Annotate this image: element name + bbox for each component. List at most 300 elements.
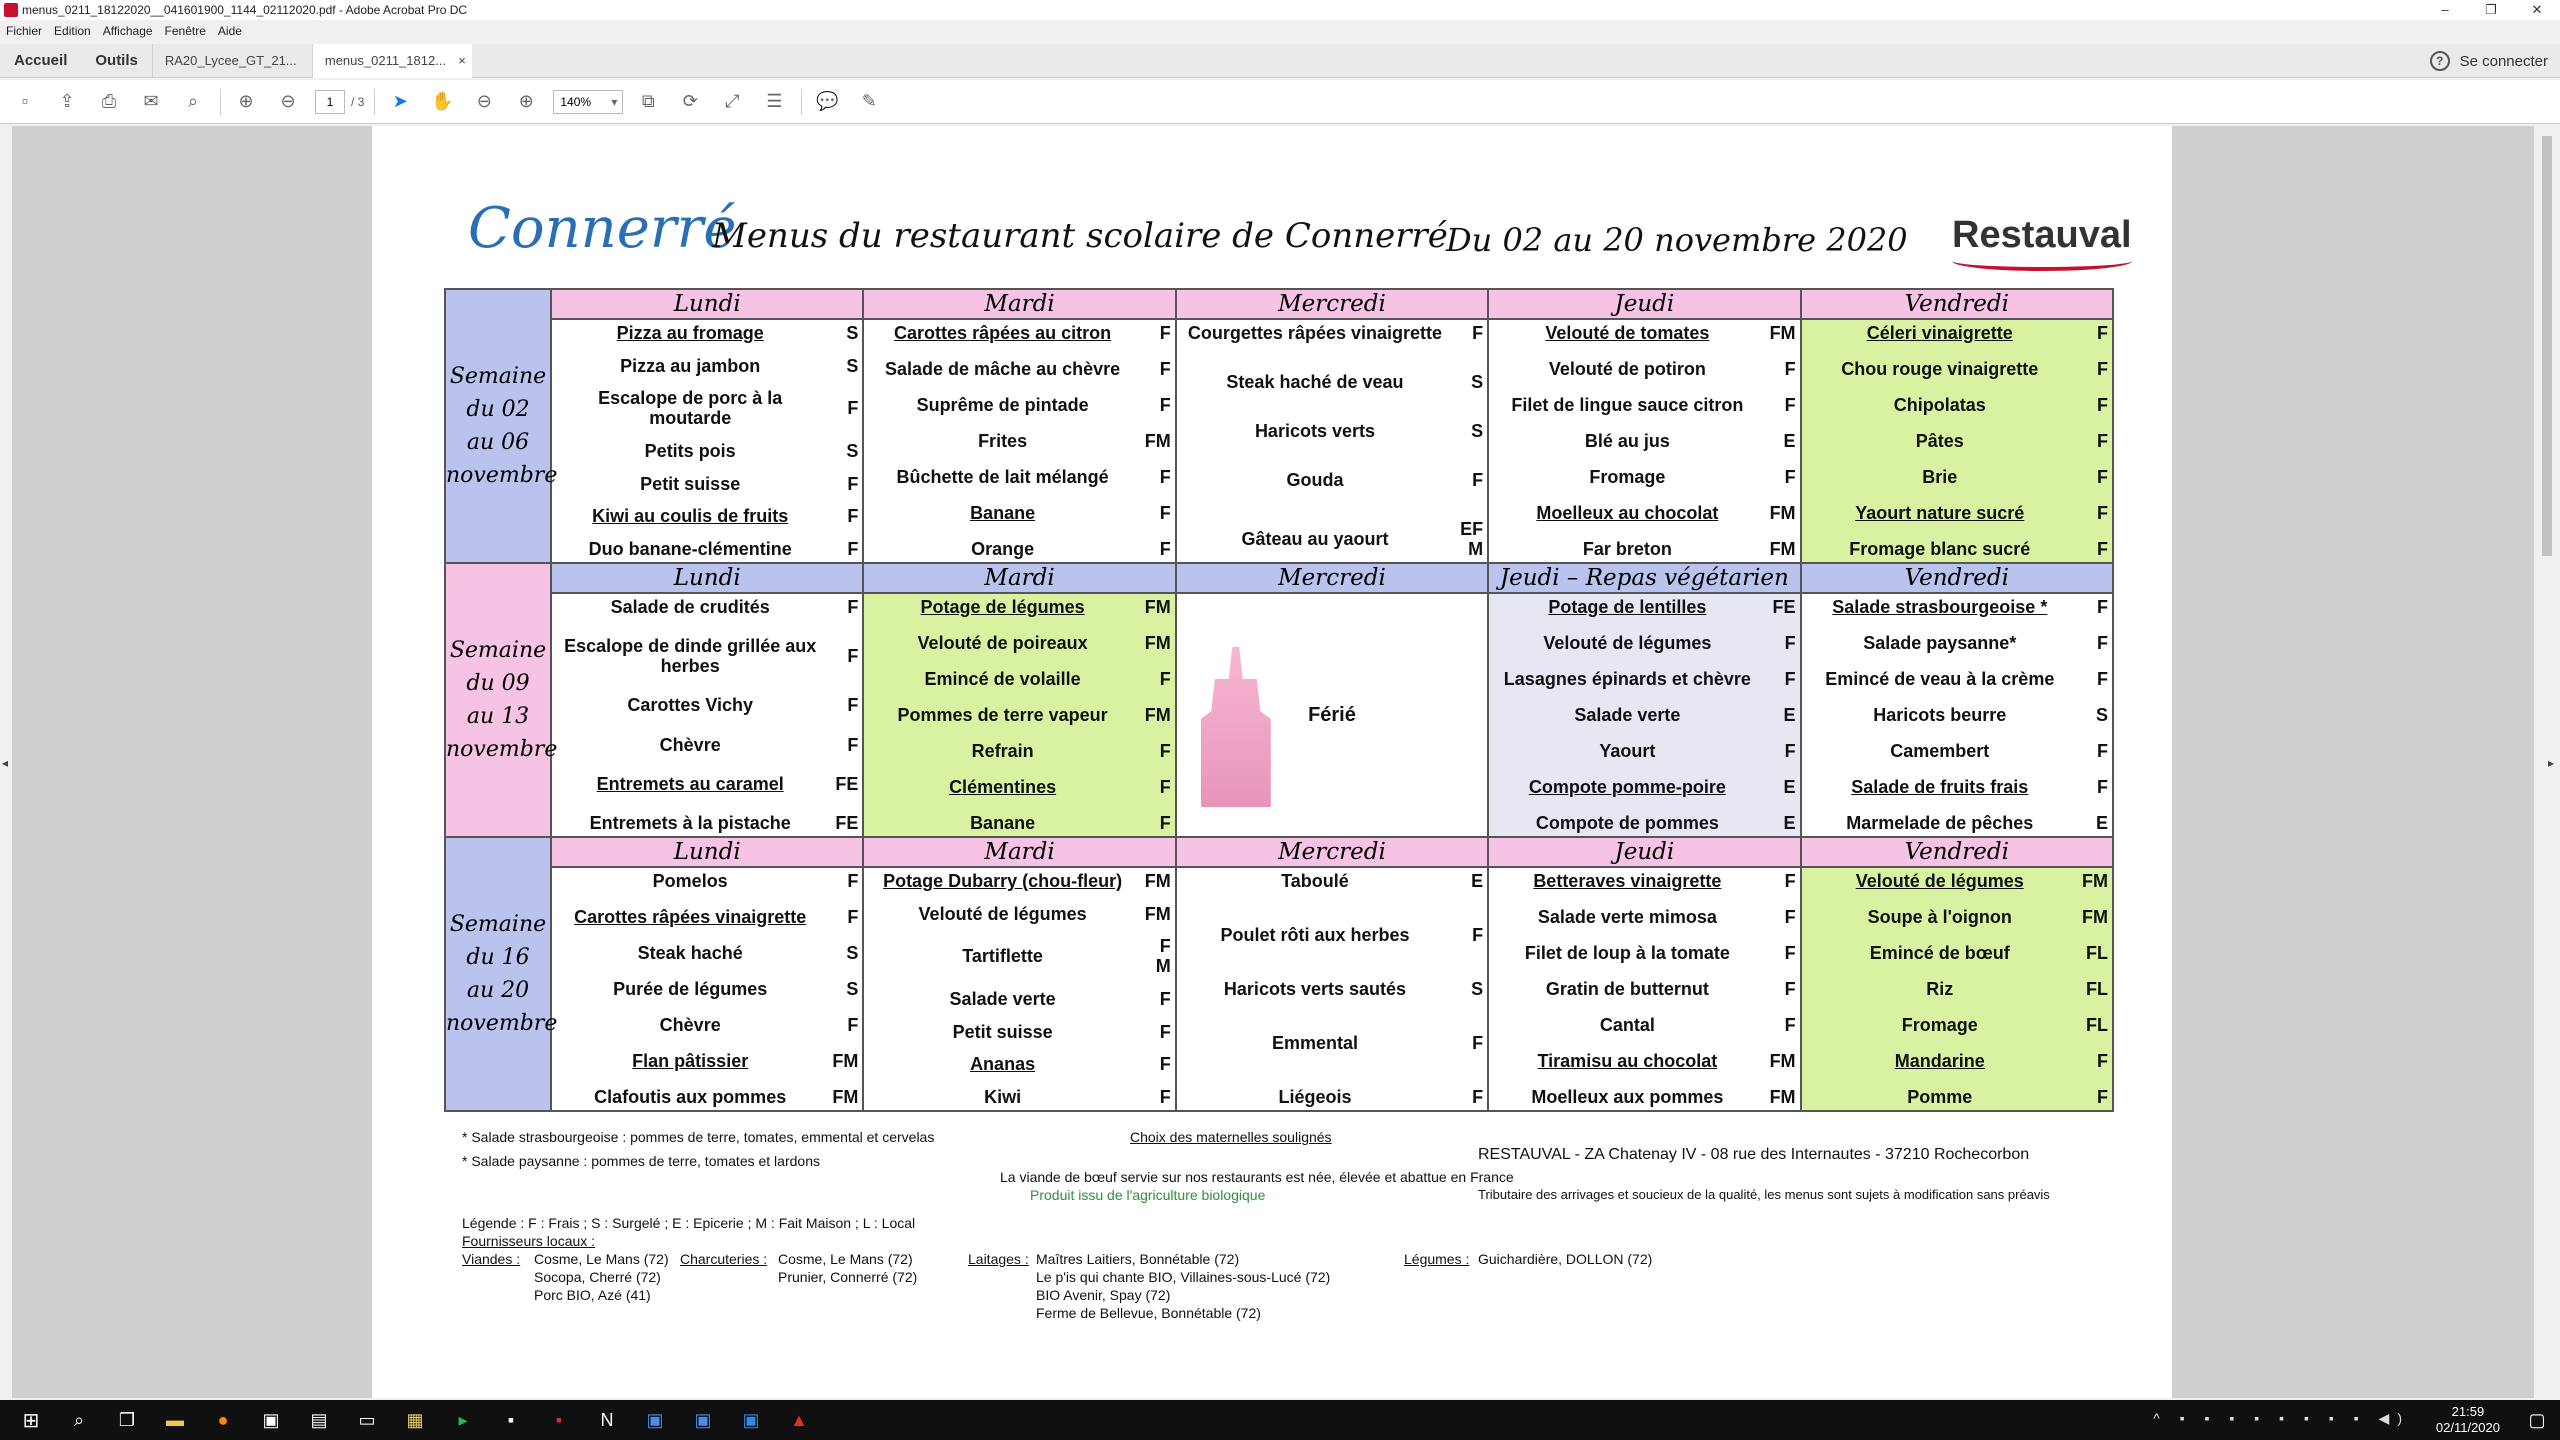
close-tab-icon[interactable]: × <box>458 52 466 68</box>
dish-code: F <box>1159 669 1171 689</box>
menu-item <box>868 871 1170 891</box>
dish-name: Marmelade de pêches <box>1846 813 2034 833</box>
dish-code: F <box>1159 1054 1171 1075</box>
menu-item <box>1806 813 2108 833</box>
dish-name: Pâtes <box>1915 431 1964 451</box>
week-menu-row <box>445 593 2113 837</box>
maternelles-note: Choix des maternelles soulignés <box>1130 1129 1332 1145</box>
menu-item <box>1493 323 1795 343</box>
menu-item <box>1493 467 1795 487</box>
dish-code: F <box>2097 323 2108 343</box>
dish-code: FM <box>1144 633 1171 653</box>
dish-name: Mandarine <box>1894 1051 1985 1071</box>
zoom-in-icon[interactable]: ⊕ <box>518 91 534 111</box>
menu-item <box>1493 741 1795 761</box>
tab-document-2[interactable] <box>312 44 472 78</box>
menu-item <box>868 467 1170 487</box>
dish-name: Salade verte <box>1574 705 1681 725</box>
menu-item <box>556 979 858 999</box>
viandes-suppliers: Cosme, Le Mans (72) Socopa, Cherré (72) Porc BIO, Azé (41) <box>534 1251 669 1303</box>
week-label-line: au 13 <box>466 704 530 729</box>
dish-name: Steak haché <box>637 943 743 963</box>
menu-item <box>1493 395 1795 415</box>
windows-start-icon[interactable]: ⊞ <box>22 1409 40 1432</box>
menu-item <box>1493 979 1795 999</box>
menu-item <box>868 597 1170 617</box>
dish-name: Salade verte <box>949 988 1056 1009</box>
dish-name: Potage de lentilles <box>1548 597 1707 617</box>
dish-code: F <box>2097 359 2108 379</box>
dish-code: F <box>1159 395 1171 415</box>
dish-name: Haricots verts <box>1254 421 1375 441</box>
page-number-input[interactable]: 1 <box>315 90 345 114</box>
tab-document-1[interactable] <box>152 44 312 78</box>
menu-items <box>868 323 1170 559</box>
week-header-row <box>445 563 2113 593</box>
dish-name: Emincé de volaille <box>924 669 1081 689</box>
menu-item <box>1806 741 2108 761</box>
pen-icon[interactable]: ✎ <box>861 91 877 111</box>
dish-code: F <box>1784 979 1796 999</box>
week-label-line: au 06 <box>466 430 530 455</box>
dish-code: F <box>847 734 859 755</box>
dish-code: F <box>2097 467 2108 487</box>
beef-origin-note: La viande de bœuf servie sur nos restaurants est née, élevée et abattue en France <box>1000 1169 1514 1185</box>
menu-fenetre[interactable]: Fenêtre <box>164 24 206 38</box>
laitages-suppliers: Maîtres Laitiers, Bonnétable (72) Le p'is qui chante BIO, Villaines-sous-Lucé (72) BIO Avenir, Spay (72) Ferme de Bellevue, Bonnétable (72) <box>1036 1251 1331 1321</box>
dish-code: F <box>1159 777 1171 797</box>
dish-code: E <box>1783 431 1796 451</box>
menu-fichier[interactable]: Fichier <box>6 24 43 38</box>
task-view-icon[interactable]: ❐ <box>118 1409 136 1430</box>
app-icon[interactable]: ▪ <box>555 1409 563 1430</box>
dish-code: S <box>846 979 859 999</box>
dish-code: FE <box>1772 597 1796 617</box>
dish-name: Salade strasbourgeoise * <box>1832 597 2048 617</box>
day-header: Mercredi <box>1176 563 1488 593</box>
dish-name: Emmental <box>1271 1033 1358 1053</box>
dish-name: Emincé de bœuf <box>1869 943 2010 963</box>
menu-items <box>1493 871 1795 1107</box>
dish-code: F <box>1472 470 1484 490</box>
app-icon[interactable]: ▤ <box>310 1409 328 1430</box>
day-header: Jeudi <box>1488 837 1800 867</box>
dish-code: S <box>846 440 859 461</box>
menu-item <box>1806 323 2108 343</box>
app-icon[interactable]: ▣ <box>646 1409 664 1430</box>
dish-code: FM <box>1769 503 1796 523</box>
menu-item <box>1806 1087 2108 1107</box>
dish-name: Potage Dubarry (chou-fleur) <box>883 871 1123 891</box>
close-button[interactable]: ✕ <box>2531 2 2543 17</box>
menu-affichage[interactable]: Affichage <box>102 24 153 38</box>
menu-item <box>1181 871 1483 891</box>
dish-code: F <box>2097 395 2108 415</box>
menu-item <box>1493 539 1795 559</box>
legend: Légende : F : Frais ; S : Surgelé ; E : Epicerie ; M : Fait Maison ; L : Local <box>462 1215 916 1231</box>
restauval-address: RESTAUVAL - ZA Chatenay IV - 08 rue des Internautes - 37210 Rochecorbon <box>1478 1146 2030 1163</box>
dish-code: F <box>1159 1086 1171 1107</box>
day-header: Mardi <box>863 563 1175 593</box>
dish-name: Velouté de tomates <box>1545 323 1710 343</box>
app-icon[interactable]: ▣ <box>262 1409 280 1430</box>
day-header: Jeudi <box>1488 289 1800 319</box>
week-header-row <box>445 837 2113 867</box>
menu-item <box>556 695 858 715</box>
dish-code: F <box>2097 1087 2108 1107</box>
dish-code: FM <box>1769 1051 1796 1071</box>
dish-name: Compote pomme-poire <box>1528 777 1726 797</box>
menu-item <box>1181 1033 1483 1053</box>
day-header: Jeudi – Repas végétarien <box>1488 563 1800 593</box>
menu-item <box>1181 925 1483 945</box>
dish-code: F <box>1159 467 1171 487</box>
scrollbar-thumb[interactable] <box>2542 136 2552 556</box>
dish-code: F <box>1159 741 1171 761</box>
tab-tools[interactable]: Outils <box>95 52 138 69</box>
menu-item <box>1806 503 2108 523</box>
dish-code: S <box>1471 421 1484 441</box>
rotate-icon[interactable]: ⟳ <box>682 91 698 111</box>
dish-name: Velouté de légumes <box>1855 871 2024 891</box>
print-icon[interactable]: ⎙ <box>101 91 117 111</box>
dish-code: F <box>1784 669 1796 689</box>
zoom-out-icon[interactable]: ⊖ <box>476 91 492 111</box>
legumes-label: Légumes : <box>1404 1251 1470 1267</box>
dish-name: Brie <box>1922 467 1958 487</box>
week-label-line: Semaine <box>449 364 547 389</box>
dish-name: Poulet rôti aux herbes <box>1220 925 1410 945</box>
save-icon[interactable]: ▫ <box>21 91 29 111</box>
menu-item <box>556 323 858 343</box>
dish-name: Banane <box>970 503 1036 523</box>
dish-name: Chipolatas <box>1893 395 1986 415</box>
laitages-label: Laitages : <box>968 1251 1029 1267</box>
sign-in-button[interactable]: Se connecter <box>2459 52 2548 70</box>
menu-items <box>1493 323 1795 559</box>
dish-name: Salade paysanne* <box>1863 633 2017 653</box>
dish-name: Riz <box>1926 979 1954 999</box>
menu-item <box>1806 431 2108 451</box>
charcuteries-suppliers: Cosme, Le Mans (72) Prunier, Connerré (72) <box>778 1251 918 1285</box>
week-header-row <box>445 289 2113 319</box>
dish-name: Haricots beurre <box>1873 705 2007 725</box>
dish-name: Duo banane-clémentine <box>588 538 792 559</box>
dish-name: Moelleux aux pommes <box>1531 1087 1724 1107</box>
dish-code: F <box>847 1015 859 1035</box>
fit-page-icon[interactable]: ⧉ <box>641 91 655 111</box>
menu-item <box>1806 1015 2108 1035</box>
dish-code: FM <box>1144 597 1171 617</box>
right-panel-toggle-icon[interactable]: ▸ <box>2548 756 2555 770</box>
dish-name: Chèvre <box>659 734 721 755</box>
minimize-button[interactable]: – <box>2441 2 2449 17</box>
email-icon[interactable]: ✉ <box>143 91 159 111</box>
day-menu-cell <box>551 593 863 837</box>
menu-item <box>1806 395 2108 415</box>
dish-code: F <box>1472 323 1484 343</box>
menu-item <box>868 777 1170 797</box>
suppliers-heading: Fournisseurs locaux : <box>462 1233 596 1249</box>
dish-code: F <box>1784 1015 1796 1035</box>
app-icon[interactable]: ▦ <box>406 1409 424 1430</box>
window-title: menus_0211_18122020__041601900_1144_02112020.pdf - Adobe Acrobat Pro DC <box>22 3 468 17</box>
next-page-icon[interactable]: ⊖ <box>280 91 296 111</box>
acrobat-icon[interactable]: ▲ <box>790 1409 808 1430</box>
system-tray[interactable]: ^ ▪ ▪ ▪ ▪ ▪ ▪ ▪ ▪ ◀) <box>2153 1410 2410 1426</box>
dish-name: Potage de légumes <box>920 597 1085 617</box>
menu-item <box>1493 669 1795 689</box>
dish-code: FE <box>835 812 859 833</box>
menu-item <box>556 388 858 428</box>
dish-code: F <box>1472 1033 1484 1053</box>
menu-item <box>556 356 858 376</box>
menu-item <box>1806 907 2108 927</box>
dish-name: Gouda <box>1286 470 1344 490</box>
toolbar-separator <box>374 89 375 115</box>
menu-item <box>556 539 858 559</box>
dish-name: Petits pois <box>644 440 736 461</box>
dish-code: F <box>847 871 859 891</box>
toolbar-separator <box>220 89 221 115</box>
dish-name: Céleri vinaigrette <box>1866 323 2013 343</box>
notion-icon[interactable]: N <box>600 1409 614 1430</box>
dish-name: Filet de lingue sauce citron <box>1511 395 1744 415</box>
menu-items <box>1806 871 2108 1107</box>
scroll-mode-icon[interactable]: ☰ <box>766 91 783 111</box>
dish-name: Kiwi au coulis de fruits <box>592 506 789 527</box>
dish-code: EF M <box>1460 519 1484 559</box>
dish-code: FM <box>1769 539 1796 559</box>
day-header: Vendredi <box>1801 563 2113 593</box>
menu-item <box>868 503 1170 523</box>
menu-item <box>556 871 858 891</box>
dish-code: FE <box>835 773 859 794</box>
menu-items <box>556 323 858 559</box>
system-clock[interactable] <box>2436 1404 2500 1436</box>
prev-page-icon[interactable]: ⊕ <box>238 91 254 111</box>
dish-code: F <box>2097 431 2108 451</box>
notifications-icon[interactable]: ▢ <box>2528 1409 2546 1430</box>
file-explorer-icon[interactable]: ▬ <box>166 1409 184 1430</box>
dish-code: F <box>1784 871 1796 891</box>
dish-name: Haricots verts sautés <box>1223 979 1407 999</box>
dish-name: Salade de crudités <box>610 597 770 617</box>
menu-items <box>1493 597 1795 833</box>
toolbar-separator <box>801 89 802 115</box>
menu-item <box>868 431 1170 451</box>
toolbar <box>0 80 2560 124</box>
dish-code: S <box>846 355 859 376</box>
dish-name: Velouté de légumes <box>1543 633 1712 653</box>
dish-name: Velouté de potiron <box>1548 359 1706 379</box>
dish-name: Petit suisse <box>952 1021 1053 1042</box>
dish-code: F <box>1159 359 1171 379</box>
dish-code: S <box>2095 705 2108 725</box>
menu-item <box>556 441 858 461</box>
dish-code: FM <box>832 1051 859 1071</box>
connerre-logo <box>468 196 737 261</box>
dish-code: F <box>1784 907 1796 927</box>
day-menu-cell <box>1176 319 1488 563</box>
dish-name: Lasagnes épinards et chèvre <box>1503 669 1751 689</box>
dish-name: Chou rouge vinaigrette <box>1841 359 2039 379</box>
firefox-icon[interactable]: ● <box>217 1409 229 1430</box>
dish-name: Pizza au fromage <box>616 323 764 343</box>
terminal-icon[interactable]: ▭ <box>358 1409 376 1430</box>
menu-item <box>1806 979 2108 999</box>
dish-code: F <box>1159 813 1171 833</box>
menu-item <box>1493 633 1795 653</box>
dish-name: Gratin de butternut <box>1545 979 1709 999</box>
dish-name: Fromage <box>1901 1015 1978 1035</box>
title-bar <box>0 0 2560 20</box>
menu-items <box>1806 597 2108 833</box>
dish-code: S <box>1471 979 1484 999</box>
week-label-line: du 16 <box>466 945 530 970</box>
day-menu-cell <box>1488 867 1800 1111</box>
viandes-label: Viandes : <box>462 1251 521 1267</box>
document-dates: Du 02 au 20 novembre 2020 <box>1446 221 1908 259</box>
dish-name: Camembert <box>1890 741 1990 761</box>
menu-item <box>868 395 1170 415</box>
search-icon[interactable]: ⌕ <box>73 1409 85 1430</box>
week-label <box>445 837 558 1111</box>
hand-tool-icon[interactable]: ✋ <box>431 91 454 111</box>
day-menu-cell <box>863 867 1175 1111</box>
menu-item <box>1806 539 2108 559</box>
restore-button[interactable]: ❐ <box>2485 2 2497 17</box>
app-icon[interactable]: ▣ <box>742 1409 760 1430</box>
dish-code: F <box>847 646 859 667</box>
week-label <box>445 289 558 563</box>
menu-bar <box>0 22 248 40</box>
select-cursor-icon[interactable]: ➤ <box>392 91 408 111</box>
menu-item <box>868 1022 1170 1042</box>
week-label-line: novembre <box>446 737 558 762</box>
menu-item <box>868 936 1170 976</box>
dish-code: FM <box>2082 907 2108 927</box>
dish-code: FM <box>832 1087 859 1107</box>
clock-date: 02/11/2020 <box>2435 1420 2500 1435</box>
menu-item <box>556 1015 858 1035</box>
dish-name: Salade de fruits frais <box>1851 777 2029 797</box>
dish-code: FM <box>1769 323 1796 343</box>
connerre-logo-text: Connerré <box>468 196 737 261</box>
dish-code: F <box>2097 741 2108 761</box>
dish-code: FM <box>1144 903 1171 924</box>
pdf-page <box>372 126 2172 1398</box>
dish-code: F <box>1159 323 1171 343</box>
week-label-line: novembre <box>446 1011 558 1036</box>
dish-code: E <box>1783 777 1796 797</box>
dish-name: Purée de légumes <box>613 979 768 999</box>
left-panel-toggle-icon[interactable]: ◂ <box>2 756 9 770</box>
dish-code: F <box>847 907 859 927</box>
dish-name: Frites <box>978 431 1028 451</box>
fullscreen-icon[interactable]: ⤢ <box>725 91 740 111</box>
day-header: Lundi <box>551 289 863 319</box>
menu-item <box>556 943 858 963</box>
note-paysanne: * Salade paysanne : pommes de terre, tomates et lardons <box>462 1153 820 1169</box>
zoom-select[interactable]: 140% ▾ <box>553 90 623 114</box>
day-header: Vendredi <box>1801 837 2113 867</box>
tab-bar <box>0 44 2560 78</box>
day-menu-cell <box>1801 593 2113 837</box>
tributaire-note: Tributaire des arrivages et soucieux de la qualité, les menus sont sujets à modification sans préavis <box>1478 1187 2050 1202</box>
menu-item <box>1806 871 2108 891</box>
menu-aide[interactable]: Aide <box>217 24 242 38</box>
week-label-line: du 09 <box>466 671 530 696</box>
dish-code: F <box>1472 1087 1484 1107</box>
menu-item <box>1806 669 2108 689</box>
tab-home[interactable]: Accueil <box>14 52 68 69</box>
dish-name: Kiwi <box>984 1086 1022 1107</box>
menu-item <box>868 741 1170 761</box>
dish-name: Yaourt nature sucré <box>1855 503 2025 523</box>
dish-name: Blé au jus <box>1584 431 1670 451</box>
dish-name: Compote de pommes <box>1535 813 1719 833</box>
dish-code: FL <box>2086 943 2108 963</box>
menu-item <box>556 1051 858 1071</box>
dish-code: E <box>1783 813 1796 833</box>
dish-name: Fromage <box>1589 467 1666 487</box>
search-icon[interactable]: ⌕ <box>187 91 199 111</box>
day-header: Mercredi <box>1176 837 1488 867</box>
app-icon[interactable]: ▸ <box>458 1409 468 1430</box>
dish-code: FM <box>1769 1087 1796 1107</box>
day-header: Mardi <box>863 837 1175 867</box>
dish-code: F <box>1784 359 1796 379</box>
menu-item <box>1806 633 2108 653</box>
bio-note: Produit issu de l'agriculture biologique <box>1030 1187 1266 1203</box>
upload-icon[interactable]: ⇪ <box>59 91 75 111</box>
dish-name: Banane <box>970 813 1036 833</box>
dish-code: F <box>2097 633 2108 653</box>
menu-item <box>1806 467 2108 487</box>
dish-name: Flan pâtissier <box>632 1051 749 1071</box>
dish-name: Moelleux au chocolat <box>1536 503 1719 523</box>
dish-code: F <box>847 473 859 494</box>
dish-name: Pizza au jambon <box>620 355 761 376</box>
menu-item <box>1493 431 1795 451</box>
dish-name: Salade de mâche au chèvre <box>885 359 1121 379</box>
help-icon[interactable]: ? <box>2430 51 2450 71</box>
menu-edition[interactable]: Edition <box>54 24 91 38</box>
charcuteries-label: Charcuteries : <box>680 1251 768 1267</box>
menu-items <box>868 597 1170 833</box>
menu-item <box>868 323 1170 343</box>
dish-code: F <box>1159 1021 1171 1042</box>
app-icon[interactable]: ▪ <box>507 1409 515 1430</box>
menu-item <box>868 633 1170 653</box>
app-icon[interactable]: ▣ <box>694 1409 712 1430</box>
dish-name: Liégeois <box>1278 1087 1352 1107</box>
menu-item <box>556 813 858 833</box>
comment-icon[interactable]: 💬 <box>816 91 839 111</box>
menu-items <box>1181 871 1483 1107</box>
dish-name: Courgettes râpées vinaigrette <box>1187 323 1443 343</box>
day-menu-cell <box>1801 319 2113 563</box>
legumes-suppliers: Guichardière, DOLLON (72) <box>1478 1251 1653 1267</box>
menu-items <box>1181 323 1483 559</box>
day-menu-cell <box>863 319 1175 563</box>
castle-icon <box>1201 647 1271 807</box>
dish-name: Clémentines <box>949 777 1057 797</box>
dish-code: F <box>847 597 859 617</box>
dish-name: Gâteau au yaourt <box>1241 529 1389 549</box>
dish-code: F <box>2097 597 2108 617</box>
